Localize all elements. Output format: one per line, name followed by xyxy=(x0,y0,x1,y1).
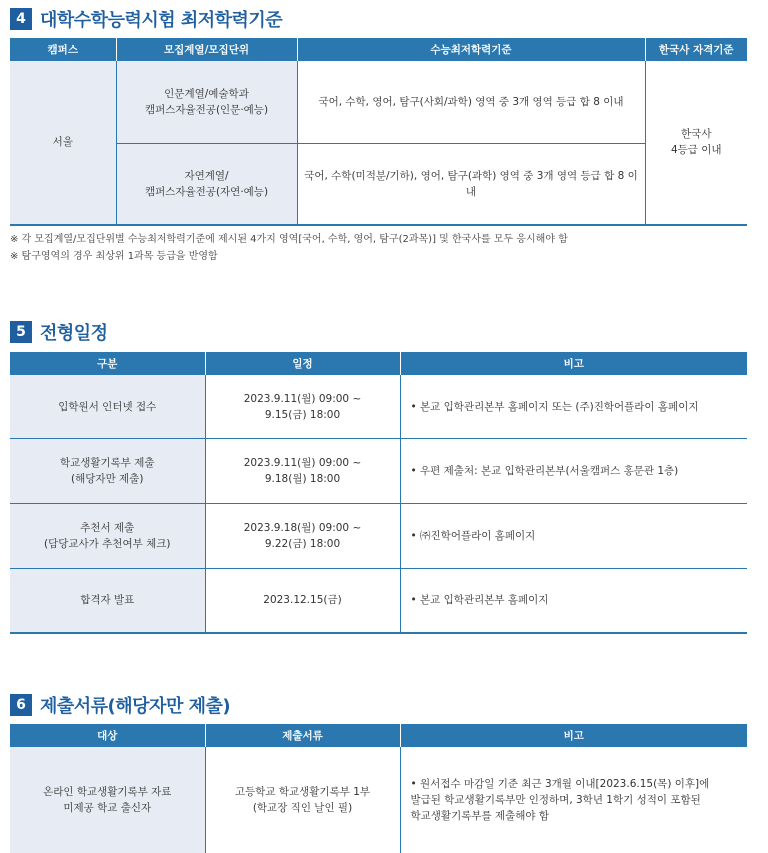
table-row xyxy=(10,439,747,504)
section-5-header xyxy=(10,319,108,345)
target-cell: 온라인 학교생활기록부 자료 미제공 학교 출신자 xyxy=(10,747,205,853)
note-cell: • 우편 제출처: 본교 입학관리본부(서울캠퍼스 홍문관 1층) xyxy=(400,439,747,504)
campus-cell: 서울 xyxy=(10,61,116,225)
table-row xyxy=(10,569,747,633)
item-cell: 합격자 발표 xyxy=(10,569,205,633)
col-header-note: 비고 xyxy=(400,724,747,747)
note-cell: • 본교 입학관리본부 홈페이지 또는 (주)진학어플라이 홈페이지 xyxy=(400,375,747,439)
date-cell: 2023.9.18(월) 09:00 ~ 9.22(금) 18:00 xyxy=(205,504,400,569)
criteria-cell: 국어, 수학, 영어, 탐구(사회/과학) 영역 중 3개 영역 등급 합 8 이내 xyxy=(297,61,645,144)
date-cell: 2023.12.15(금) xyxy=(205,569,400,633)
unit-cell: 자연계열/ 캠퍼스자율전공(자연·예능) xyxy=(116,144,297,225)
history-cell: 한국사 4등급 이내 xyxy=(645,61,747,225)
note-cell: • 원서접수 마감일 기준 최근 3개월 이내[2023.6.15(목) 이후]에 발급된 학교생활기록부만 인정하며, 3학년 1학기 성적이 포함된 학교생활기록부를 제출해야 함 xyxy=(400,747,747,853)
col-header-criteria: 수능최저학력기준 xyxy=(297,38,645,61)
min-score-table xyxy=(10,38,747,226)
col-header-docs: 제출서류 xyxy=(205,724,400,747)
item-cell: 입학원서 인터넷 접수 xyxy=(10,375,205,439)
documents-table xyxy=(10,724,747,853)
unit-cell: 인문계열/예술학과 캠퍼스자율전공(인문·예능) xyxy=(116,61,297,144)
table-row xyxy=(10,375,747,439)
date-cell: 2023.9.11(월) 09:00 ~ 9.18(월) 18:00 xyxy=(205,439,400,504)
section-4-header xyxy=(10,6,282,32)
section-number: 5 xyxy=(10,321,32,343)
note-line: ※ 탐구영역의 경우 최상위 1과목 등급을 반영함 xyxy=(10,251,218,262)
item-cell: 추천서 제출 (담당교사가 추천여부 체크) xyxy=(10,504,205,569)
section-number: 4 xyxy=(10,8,32,30)
section-number: 6 xyxy=(10,694,32,716)
criteria-cell: 국어, 수학(미적분/기하), 영어, 탐구(과학) 영역 중 3개 영역 등급 합 8 이내 xyxy=(297,144,645,225)
section-6-header xyxy=(10,692,230,718)
col-header-note: 비고 xyxy=(400,352,747,375)
section-title: 전형일정 xyxy=(40,323,108,344)
col-header-campus: 캠퍼스 xyxy=(10,38,116,61)
date-cell: 2023.9.11(월) 09:00 ~ 9.15(금) 18:00 xyxy=(205,375,400,439)
col-header-target: 대상 xyxy=(10,724,205,747)
note-cell: • 본교 입학관리본부 홈페이지 xyxy=(400,569,747,633)
col-header-date: 일정 xyxy=(205,352,400,375)
table-row xyxy=(10,504,747,569)
col-header-unit: 모집계열/모집단위 xyxy=(116,38,297,61)
table-row xyxy=(10,747,747,853)
col-header-item: 구분 xyxy=(10,352,205,375)
section-title: 제출서류(해당자만 제출) xyxy=(40,696,231,717)
col-header-history: 한국사 자격기준 xyxy=(645,38,747,61)
item-cell: 학교생활기록부 제출 (해당자만 제출) xyxy=(10,439,205,504)
section-4-notes xyxy=(10,231,568,265)
note-cell: • ㈜진학어플라이 홈페이지 xyxy=(400,504,747,569)
schedule-table xyxy=(10,352,747,634)
docs-cell: 고등학교 학교생활기록부 1부 (학교장 직인 날인 필) xyxy=(205,747,400,853)
section-title: 대학수학능력시험 최저학력기준 xyxy=(40,10,283,31)
note-line: ※ 각 모집계열/모집단위별 수능최저학력기준에 제시된 4가지 영역[국어, 수학, 영어, 탐구(2과목)] 및 한국사를 모두 응시해야 함 xyxy=(10,234,568,245)
